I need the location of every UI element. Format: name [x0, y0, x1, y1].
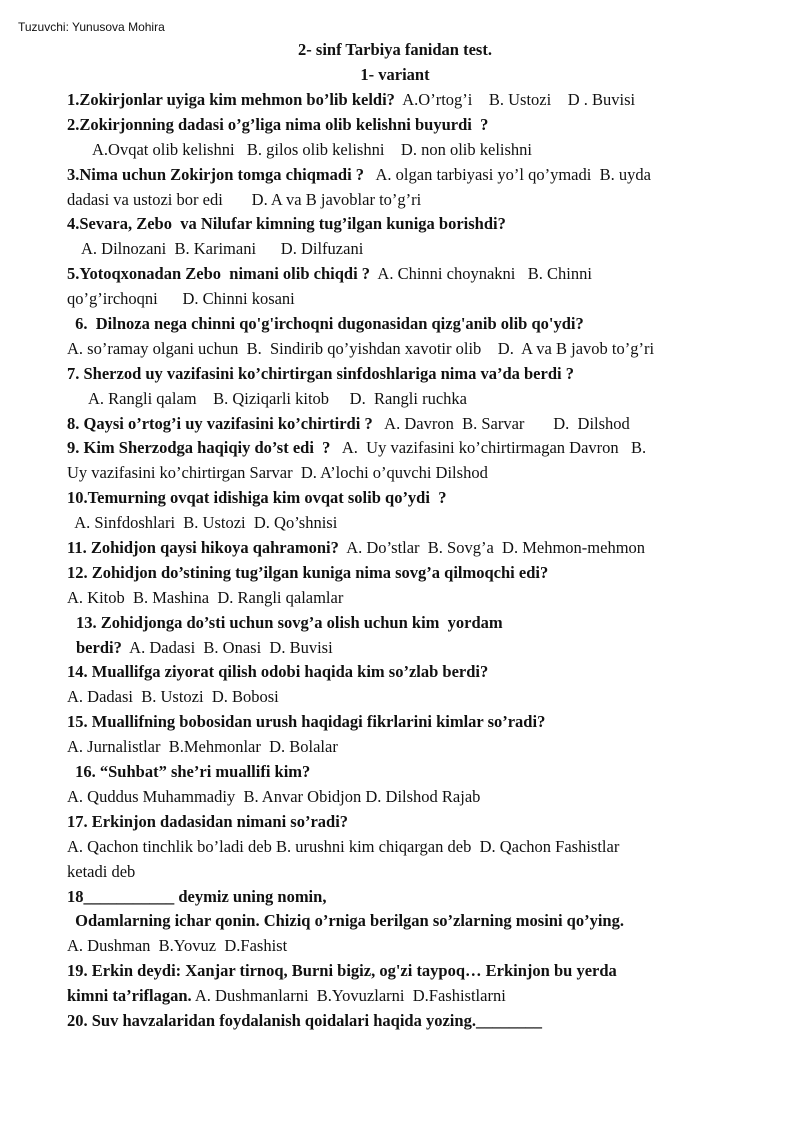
answer-options: dadasi va ustozi bor edi D. A va B javoblar to’g’ri [67, 189, 422, 209]
text-line [67, 885, 767, 910]
answer-options: qo’g’irchoqni D. Chinni kosani [67, 289, 295, 309]
text-line [67, 735, 767, 760]
question-text: 15. Muallifning bobosidan urush haqidagi fikrlarini kimlar so’radi? [67, 712, 546, 732]
text-line [67, 486, 767, 511]
question-text: 2.Zokirjonning dadasi o’g’liga nima olib kelishni buyurdi ? [67, 114, 489, 134]
answer-options: ketadi deb [67, 861, 136, 881]
answer-options: A. so’ramay olgani uchun B. Sindirib qo’yishdan xavotir olib D. A va B javob to’g’ri [67, 338, 655, 358]
answer-options: A. Dushman B.Yovuz D.Fashist [67, 936, 288, 956]
question-text: 13. Zohidjonga do’sti uchun sovg’a olish uchun kim yordam [76, 612, 503, 632]
answer-options: A. Dadasi B. Ustozi D. Bobosi [67, 687, 279, 707]
text-line [67, 909, 767, 934]
question-text: berdi? [76, 637, 122, 657]
answer-options: A. Dushmanlarni B.Yovuzlarni D.Fashistlarni [191, 986, 506, 1006]
question-text: 16. “Suhbat” she’ri muallifi kim? [71, 762, 311, 782]
text-line [67, 959, 767, 984]
question-text: kimni ta’riflagan. [67, 986, 192, 1006]
text-line [67, 710, 767, 735]
text-line [67, 312, 767, 337]
text-line [67, 362, 767, 387]
answer-options: A. Dilnozani B. Karimani D. Dilfuzani [81, 239, 364, 259]
question-text: 19. Erkin deydi: Xanjar tirnoq, Burni bigiz, og'zi taypoq… Erkinjon bu yerda [67, 961, 617, 981]
text-line [67, 835, 767, 860]
text-line [67, 138, 767, 163]
answer-options: A.Ovqat olib kelishni B. gilos olib kelishni D. non olib kelishni [92, 139, 532, 159]
answer-options: A. Sinfdoshlari B. Ustozi D. Qo’shnisi [71, 513, 338, 533]
text-line [67, 237, 767, 262]
question-text: 18___________ deymiz uning nomin, [67, 886, 327, 906]
text-line [67, 1009, 767, 1034]
text-line [67, 163, 767, 188]
text-line [67, 984, 767, 1009]
text-line [67, 262, 767, 287]
answer-options: A. Dadasi B. Onasi D. Buvisi [121, 637, 333, 657]
text-line [67, 412, 767, 437]
text-line [67, 636, 767, 661]
question-text: 11. Zohidjon qaysi hikoya qahramoni? [67, 538, 339, 558]
answer-options: A. Kitob B. Mashina D. Rangli qalamlar [67, 587, 344, 607]
text-line [67, 536, 767, 561]
question-text: 1.Zokirjonlar uyiga kim mehmon bo’lib keldi? [67, 90, 395, 109]
text-line [67, 511, 767, 536]
text-line [67, 561, 767, 586]
text-line [67, 287, 767, 312]
answer-options: A. Uy vazifasini ko’chirtirmagan Davron B. [330, 438, 647, 458]
question-text: 12. Zohidjon do’stining tug’ilgan kuniga nima sovg’a qilmoqchi edi? [67, 562, 549, 582]
answer-options: A. Davron B. Sarvar D. Dilshod [372, 413, 630, 433]
question-text: 9. Kim Sherzodga haqiqiy do’st edi ? [67, 438, 331, 458]
text-line [67, 860, 767, 885]
text-line [67, 387, 767, 412]
question-text: 5.Yotoqxonadan Zebo nimani olib chiqdi ? [67, 264, 371, 284]
question-text: 7. Sherzod uy vazifasini ko’chirtirgan sinfdoshlariga nima va’da berdi ? [67, 363, 574, 383]
text-line [67, 113, 767, 138]
answer-options: A. olgan tarbiyasi yo’l qo’ymadi B. uyda [364, 164, 651, 184]
text-line [67, 810, 767, 835]
text-line [67, 785, 767, 810]
text-line [67, 212, 767, 237]
answer-options: A. Rangli qalam B. Qiziqarli kitob D. Rangli ruchka [88, 388, 467, 408]
question-text: 8. Qaysi o’rtog’i uy vazifasini ko’chirtirdi ? [67, 413, 373, 433]
page-title: 2- sinf Tarbiya fanidan test. [298, 40, 492, 59]
text-line [67, 685, 767, 710]
answer-options: A. Do’stlar B. Sovg’a D. Mehmon-mehmon [338, 538, 646, 558]
question-text: 14. Muallifga ziyorat qilish odobi haqida kim so’zlab berdi? [67, 662, 489, 682]
text-line [67, 436, 767, 461]
text-line [67, 461, 767, 486]
answer-options: A. Chinni choynakni B. Chinni [370, 264, 592, 284]
text-line [67, 88, 767, 113]
text-line [67, 660, 767, 685]
question-text: Odamlarning ichar qonin. Chiziq o’rniga berilgan so’zlarning mosini qo’ying. [71, 911, 624, 931]
answer-options: A. Qachon tinchlik bo’ladi deb B. urushni kim chiqargan deb D. Qachon Fashistlar [67, 836, 620, 856]
text-line [67, 586, 767, 611]
text-line [67, 934, 767, 959]
question-text: 4.Sevara, Zebo va Nilufar kimning tug’ilgan kuniga borishdi? [67, 214, 506, 234]
author-label: Tuzuvchi: Yunusova Mohira [18, 20, 165, 34]
answer-options: A. Jurnalistlar B.Mehmonlar D. Bolalar [67, 737, 338, 757]
question-text: 3.Nima uchun Zokirjon tomga chiqmadi ? [67, 164, 365, 184]
question-text: 17. Erkinjon dadasidan nimani so’radi? [67, 811, 349, 831]
question-text: 6. Dilnoza nega chinni qo'g'irchoqni dugonasidan qizg'anib olib qo'ydi? [71, 314, 584, 334]
text-line [67, 337, 767, 362]
question-text: 10.Temurning ovqat idishiga kim ovqat solib qo’ydi ? [67, 488, 447, 508]
variant-label: 1- variant [360, 65, 430, 84]
answer-options: A.O’rtog’i B. Ustozi D . Buvisi [394, 90, 636, 109]
text-line [67, 611, 767, 636]
answer-options: A. Quddus Muhammadiy B. Anvar Obidjon D. Dilshod Rajab [67, 786, 481, 806]
answer-options: Uy vazifasini ko’chirtirgan Sarvar D. A’lochi o’quvchi Dilshod [67, 463, 488, 483]
question-text: 20. Suv havzalaridan foydalanish qoidalari haqida yozing.________ [67, 1010, 542, 1030]
text-line [67, 760, 767, 785]
test-questions [67, 88, 767, 1034]
text-line [67, 188, 767, 213]
